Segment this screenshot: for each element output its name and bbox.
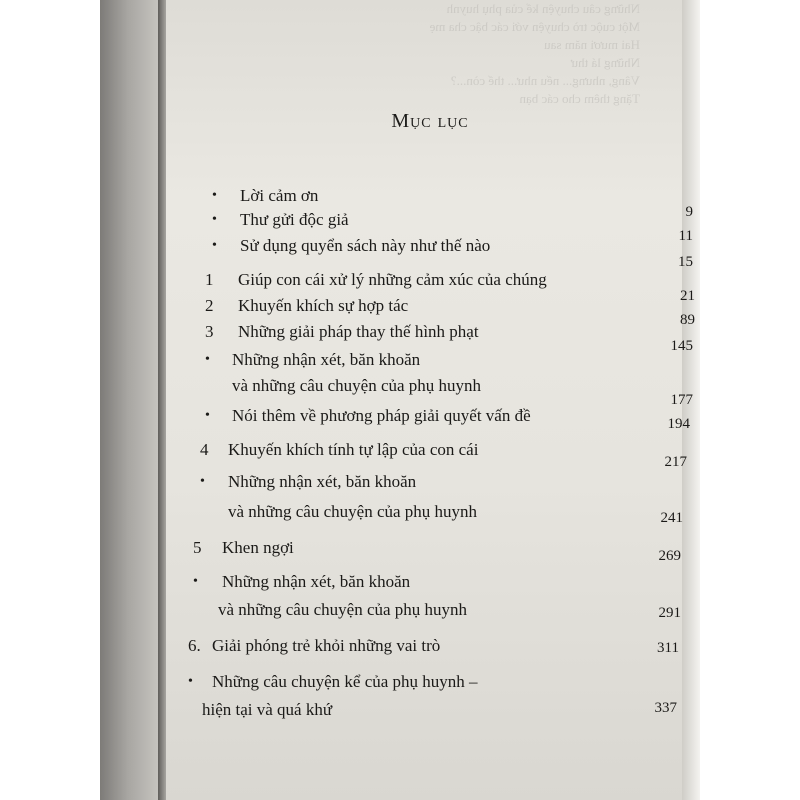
toc-entry-title: Giúp con cái xử lý những cảm xúc của chúng	[238, 270, 547, 289]
toc-page-number: 337	[654, 700, 677, 716]
toc-entry-title: Nói thêm về phương pháp giải quyết vấn đề	[232, 406, 531, 425]
ghost-line: Một cuộc trò chuyện với các bậc cha mẹ	[429, 19, 640, 34]
toc-entry-title: Sử dụng quyển sách này như thế nào	[240, 236, 491, 255]
toc-entry-title: và những câu chuyện của phụ huynh	[228, 502, 478, 521]
bullet-marker: •	[200, 474, 205, 489]
toc-page-number: 291	[658, 605, 681, 621]
toc-page-number: 311	[657, 640, 679, 656]
toc-entry-title: Những nhận xét, băn khoăn	[222, 572, 411, 591]
toc-entry-title: Thư gửi độc giả	[240, 210, 349, 229]
page-title: Mục lục	[391, 110, 469, 132]
toc-page-number: 9	[685, 204, 693, 220]
toc-page-number: 21	[680, 288, 695, 304]
bullet-marker: •	[205, 408, 210, 423]
bullet-marker: •	[188, 674, 193, 689]
toc-entry-title: Những nhận xét, băn khoăn	[228, 472, 417, 491]
ghost-line: Hai mươi năm sau	[544, 37, 640, 52]
chapter-number: 2	[205, 296, 214, 315]
toc-entry-title: Khuyến khích sự hợp tác	[238, 296, 409, 315]
toc-page-number: 177	[670, 392, 693, 408]
bullet-marker: •	[212, 188, 217, 203]
toc-entry-title: Những giải pháp thay thế hình phạt	[238, 322, 479, 341]
chapter-number: 6.	[188, 636, 201, 655]
chapter-number: 3	[205, 322, 214, 341]
bullet-marker: •	[205, 352, 210, 367]
ghost-line: Những câu chuyện kể của phụ huynh	[446, 1, 640, 16]
toc-entry-title: hiện tại và quá khứ	[202, 700, 333, 719]
toc-page-number: 217	[664, 454, 687, 470]
toc-page-number: 241	[660, 510, 683, 526]
toc-page-number: 15	[678, 254, 693, 270]
toc-entry-title: Những câu chuyện kể của phụ huynh –	[212, 672, 478, 691]
toc-entry-title: Giải phóng trẻ khỏi những vai trò	[212, 636, 441, 655]
ghost-line: Những lá thư	[571, 55, 640, 70]
toc-entry-title: Khen ngợi	[222, 538, 294, 557]
toc-page-number: 194	[667, 416, 690, 432]
toc-entry-title: và những câu chuyện của phụ huynh	[232, 376, 482, 395]
bullet-marker: •	[193, 574, 198, 589]
toc-page-number: 11	[678, 228, 693, 244]
chapter-number: 5	[193, 538, 202, 557]
toc-page-number: 89	[680, 312, 695, 328]
bullet-marker: •	[212, 212, 217, 227]
chapter-number: 1	[205, 270, 214, 289]
toc-page-number: 145	[670, 338, 693, 354]
toc-entry-title: Lời cảm ơn	[240, 186, 319, 205]
toc-entry-title: Khuyến khích tính tự lập của con cái	[228, 440, 479, 459]
toc-page-number: 269	[658, 548, 681, 564]
chapter-number: 4	[200, 440, 209, 459]
toc-entry-title: Những nhận xét, băn khoăn	[232, 350, 421, 369]
ghost-line: Vâng, nhưng... nếu như... thế còn...?	[450, 73, 640, 88]
ghost-line: Tặng thêm cho các bạn	[519, 91, 640, 106]
toc-entry-title: và những câu chuyện của phụ huynh	[218, 600, 468, 619]
bullet-marker: •	[212, 238, 217, 253]
